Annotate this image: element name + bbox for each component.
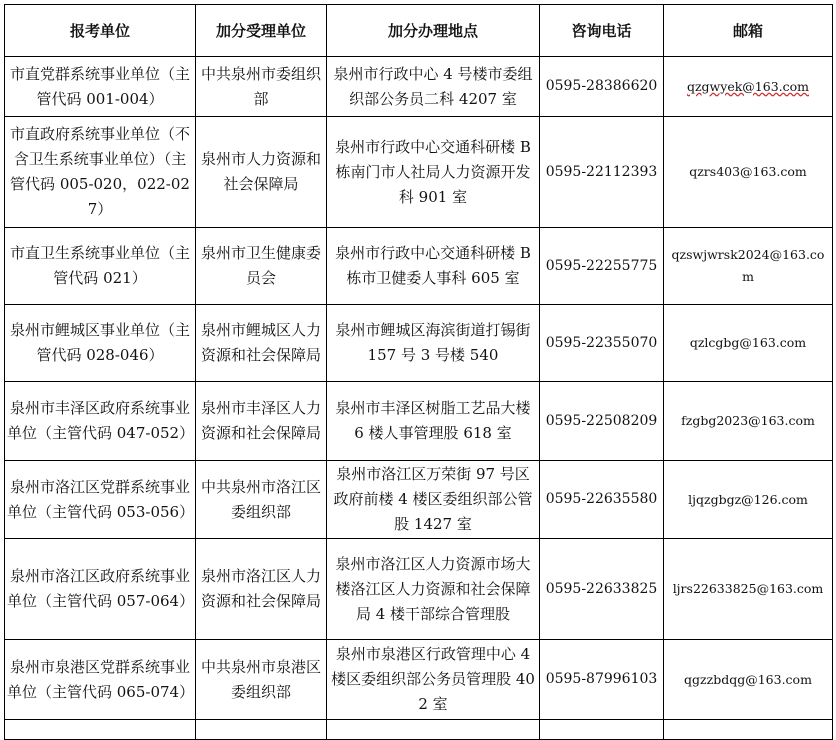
phone-cell: 0595-22112393: [540, 117, 664, 228]
table-row: [5, 539, 833, 640]
email-cell[interactable]: ljrs22633825@163.com: [664, 539, 833, 640]
header-phone: 咨询电话: [540, 5, 664, 57]
email-cell: [664, 720, 833, 740]
unit-cell: 泉州市泉港区党群系统事业单位（主管代码 065-074）: [5, 640, 196, 720]
address-cell: 泉州市鲤城区海滨街道打锡街 157 号 3 号楼 540: [327, 305, 540, 382]
header-row: [5, 5, 833, 57]
accept-unit-cell: 中共泉州市洛江区委组织部: [196, 461, 327, 539]
table-row: [5, 305, 833, 382]
unit-cell: 泉州市鲤城区事业单位（主管代码 028-046）: [5, 305, 196, 382]
accept-unit-cell: [196, 720, 327, 740]
address-cell: [327, 720, 540, 740]
email-cell[interactable]: ljqzgbgz@126.com: [664, 461, 833, 539]
address-cell: 泉州市丰泽区树脂工艺品大楼 6 楼人事管理股 618 室: [327, 382, 540, 461]
header-unit: 报考单位: [5, 5, 196, 57]
unit-cell: 市直党群系统事业单位（主管代码 001-004）: [5, 57, 196, 117]
accept-unit-cell: 中共泉州市泉港区委组织部: [196, 640, 327, 720]
table-row: [5, 228, 833, 305]
email-cell: [664, 57, 833, 117]
phone-cell: 0595-22635580: [540, 461, 664, 539]
email-link[interactable]: qzgwyek@163.com: [686, 78, 810, 94]
email-cell[interactable]: qzrs403@163.com: [664, 117, 833, 228]
unit-cell: 泉州市丰泽区政府系统事业单位（主管代码 047-052）: [5, 382, 196, 461]
accept-unit-cell: 中共泉州市委组织部: [196, 57, 327, 117]
phone-cell: 0595-22355070: [540, 305, 664, 382]
accept-unit-cell: 泉州市丰泽区人力资源和社会保障局: [196, 382, 327, 461]
table-row: [5, 382, 833, 461]
address-cell: 泉州市洛江区人力资源市场大楼洛江区人力资源和社会保障局 4 楼干部综合管理股: [327, 539, 540, 640]
email-cell[interactable]: qzlcgbg@163.com: [664, 305, 833, 382]
unit-cell: 市直政府系统事业单位（不含卫生系统事业单位）（主管代码 005-020，022-027）: [5, 117, 196, 228]
accept-unit-cell: 泉州市人力资源和社会保障局: [196, 117, 327, 228]
address-cell: 泉州市行政中心交通科研楼 B 栋南门市人社局人力资源开发科 901 室: [327, 117, 540, 228]
accept-unit-cell: 泉州市卫生健康委员会: [196, 228, 327, 305]
email-cell[interactable]: fzgbg2023@163.com: [664, 382, 833, 461]
phone-cell: 0595-22255775: [540, 228, 664, 305]
email-cell[interactable]: qzswjwrsk2024@163.com: [664, 228, 833, 305]
phone-cell: 0595-22633825: [540, 539, 664, 640]
accept-unit-cell: 泉州市鲤城区人力资源和社会保障局: [196, 305, 327, 382]
header-address: 加分办理地点: [327, 5, 540, 57]
phone-cell: [540, 720, 664, 740]
address-cell: 泉州市行政中心交通科研楼 B 栋市卫健委人事科 605 室: [327, 228, 540, 305]
table-row-partial: [5, 720, 833, 740]
address-cell: 泉州市洛江区万荣街 97 号区政府前楼 4 楼区委组织部公管股 1427 室: [327, 461, 540, 539]
email-cell[interactable]: qgzzbdqg@163.com: [664, 640, 833, 720]
phone-cell: 0595-87996103: [540, 640, 664, 720]
table-row: [5, 461, 833, 539]
table-row: [5, 117, 833, 228]
phone-cell: 0595-28386620: [540, 57, 664, 117]
unit-cell: 市直卫生系统事业单位（主管代码 021）: [5, 228, 196, 305]
address-cell: 泉州市行政中心 4 号楼市委组织部公务员二科 4207 室: [327, 57, 540, 117]
address-cell: 泉州市泉港区行政管理中心 4 楼区委组织部公务员管理股 402 室: [327, 640, 540, 720]
accept-unit-cell: 泉州市洛江区人力资源和社会保障局: [196, 539, 327, 640]
table-row: [5, 57, 833, 117]
phone-cell: 0595-22508209: [540, 382, 664, 461]
unit-cell: [5, 720, 196, 740]
table-row: [5, 640, 833, 720]
header-accept-unit: 加分受理单位: [196, 5, 327, 57]
unit-cell: 泉州市洛江区政府系统事业单位（主管代码 057-064）: [5, 539, 196, 640]
unit-cell: 泉州市洛江区党群系统事业单位（主管代码 053-056）: [5, 461, 196, 539]
header-email: 邮箱: [664, 5, 833, 57]
bonus-points-contact-table: [4, 4, 833, 740]
